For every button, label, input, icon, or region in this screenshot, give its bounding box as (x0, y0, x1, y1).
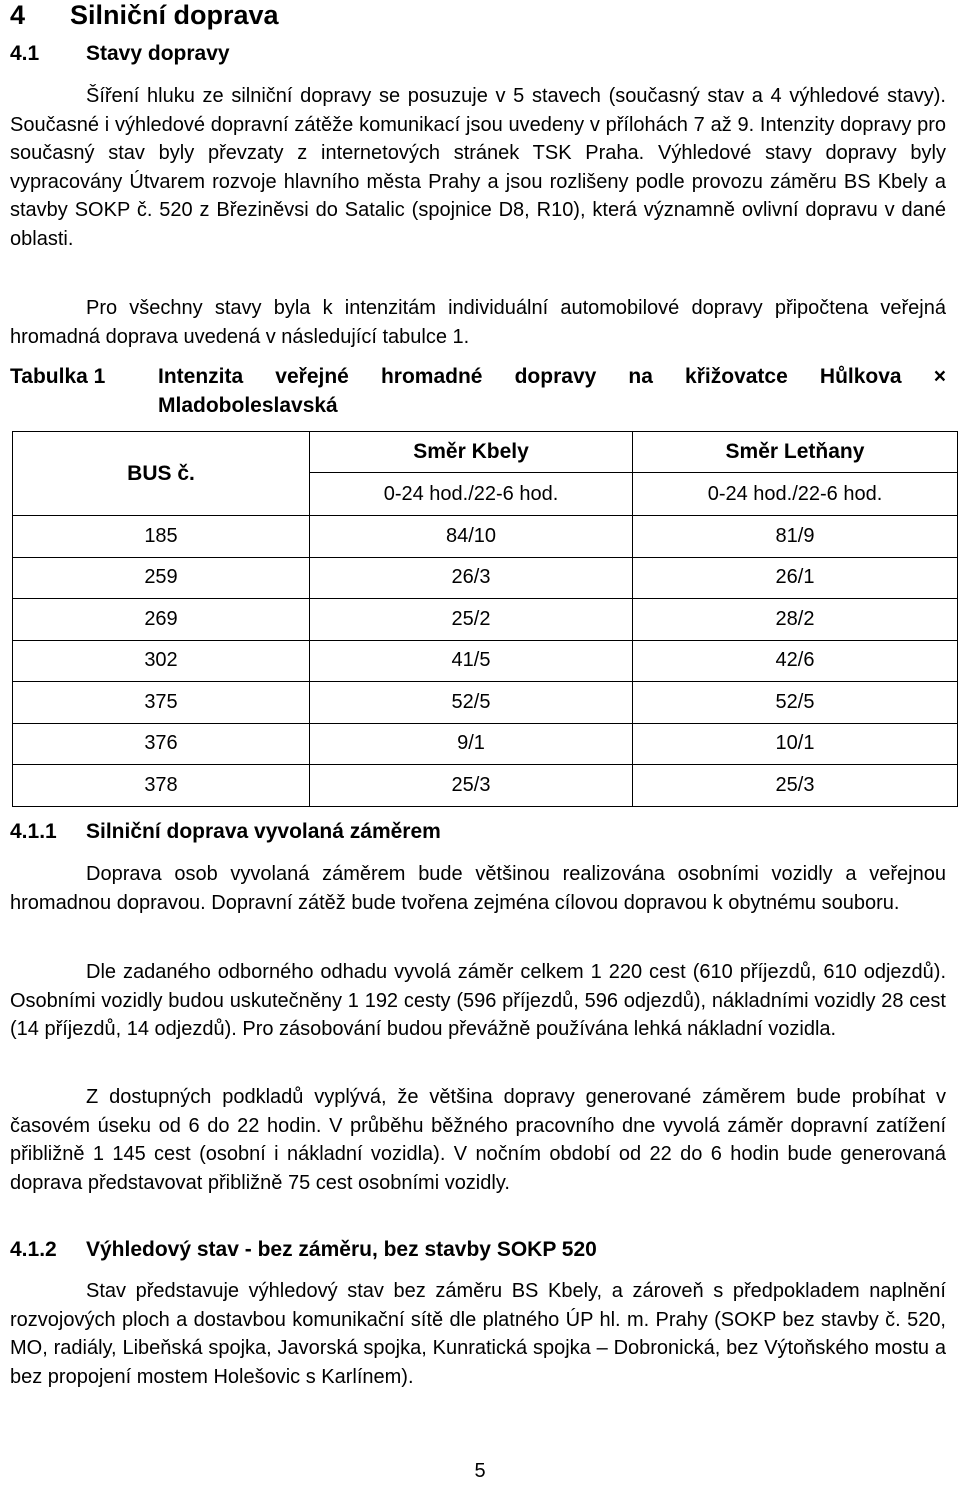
kbely-value: 52/5 (310, 682, 633, 724)
section-heading-4-1 (10, 42, 230, 66)
chapter-title: Silniční doprava (70, 0, 279, 30)
kbely-value: 26/3 (310, 557, 633, 599)
section-number: 4.1.1 (10, 820, 57, 843)
bus-number: 269 (13, 599, 310, 641)
letnany-value: 26/1 (633, 557, 958, 599)
paragraph: Pro všechny stavy byla k intenzitám individuální automobilové dopravy připočtena veřejná hromadná doprava uvedená v následující tabulce 1. (10, 297, 946, 348)
section-heading-4-1-2 (10, 1238, 597, 1262)
bus-number: 378 (13, 765, 310, 807)
bus-number: 259 (13, 557, 310, 599)
letnany-value: 10/1 (633, 723, 958, 765)
subheader-letnany: 0-24 hod./22-6 hod. (633, 473, 958, 516)
table-row (13, 516, 958, 558)
subheader-kbely: 0-24 hod./22-6 hod. (310, 473, 633, 516)
kbely-value: 25/3 (310, 765, 633, 807)
bus-intensity-table (12, 431, 958, 807)
paragraph: Šíření hluku ze silniční dopravy se posuzuje v 5 stavech (současný stav a 4 výhledové stavy). Současné i výhledové dopravní zátěže komunikací jsou uvedeny v přílohách 7 až 9. Intenzity dopravy pro současný stav byly převzaty z internetových stránek TSK Praha. Výhledové stavy dopravy byly vypracovány Útvarem rozvoje hlavního města Prahy a jsou rozlišeny podle provozu záměru BS Kbely a stavby SOKP č. 520 z Březiněvsi do Satalic (spojnice D8, R10), která významně ovlivní dopravu v dané oblasti. (10, 85, 946, 250)
paragraph: Stav představuje výhledový stav bez záměru BS Kbely, a zároveň s předpokladem naplnění rozvojových ploch a dostavbou komunikační sítě dle platného ÚP hl. m. Prahy (SOKP bez stavby č. 520, MO, radiály, Libeňská spojka, Javorská spojka, Kunratická spojka – Dobronická, bez Výtoňského mostu a bez propojení mostem Holešovic s Karlínem). (10, 1280, 946, 1388)
table-row (13, 557, 958, 599)
kbely-value: 25/2 (310, 599, 633, 641)
bus-number: 376 (13, 723, 310, 765)
section-heading-4-1-1 (10, 820, 441, 844)
header-bus: BUS č. (13, 432, 310, 516)
table-row (13, 599, 958, 641)
letnany-value: 42/6 (633, 640, 958, 682)
paragraph: Z dostupných podkladů vyplývá, že většina dopravy generované záměrem bude probíhat v časovém úseku od 6 do 22 hodin. V průběhu běžného pracovního dne vyvolá záměr dopravní zatížení přibližně 1 145 cest (osobní i nákladní vozidla). V nočním období od 22 do 6 hodin bude generovaná doprava představovat přibližně 75 cest osobními vozidly. (10, 1086, 946, 1194)
bus-number: 185 (13, 516, 310, 558)
letnany-value: 28/2 (633, 599, 958, 641)
section-title: Silniční doprava vyvolaná záměrem (86, 820, 441, 843)
table-row (13, 682, 958, 724)
table-caption-text: Intenzita veřejné hromadné dopravy na křižovatce Hůlkova × Mladoboleslavská (158, 365, 946, 417)
letnany-value: 81/9 (633, 516, 958, 558)
bus-number: 375 (13, 682, 310, 724)
header-letnany: Směr Letňany (633, 432, 958, 473)
paragraph: Dle zadaného odborného odhadu vyvolá záměr celkem 1 220 cest (610 příjezdů, 610 odjezdů). Osobními vozidly budou uskutečněny 1 192 cesty (596 příjezdů, 596 odjezdů), nákladními vozidly 28 cest (14 příjezdů, 14 odjezdů). Pro zásobování budou převážně používána lehká nákladní vozidla. (10, 961, 946, 1040)
letnany-value: 25/3 (633, 765, 958, 807)
table-row (13, 723, 958, 765)
kbely-value: 84/10 (310, 516, 633, 558)
section-number: 4.1.2 (10, 1238, 57, 1261)
bus-number: 302 (13, 640, 310, 682)
header-kbely: Směr Kbely (310, 432, 633, 473)
chapter-heading (10, 0, 279, 30)
kbely-value: 9/1 (310, 723, 633, 765)
chapter-number: 4 (10, 0, 26, 30)
section-title: Výhledový stav - bez záměru, bez stavby SOKP 520 (86, 1238, 597, 1261)
letnany-value: 52/5 (633, 682, 958, 724)
paragraph: Doprava osob vyvolaná záměrem bude většinou realizována osobními vozidly a veřejnou hromadnou dopravou. Dopravní zátěž bude tvořena zejména cílovou dopravou k obytnému souboru. (10, 863, 946, 914)
table-caption (10, 362, 946, 420)
section-number: 4.1 (10, 42, 40, 65)
page-number: 5 (474, 1460, 486, 1482)
section-title: Stavy dopravy (86, 42, 230, 65)
table-row (13, 765, 958, 807)
table-label: Tabulka 1 (10, 365, 106, 388)
kbely-value: 41/5 (310, 640, 633, 682)
table-row (13, 640, 958, 682)
